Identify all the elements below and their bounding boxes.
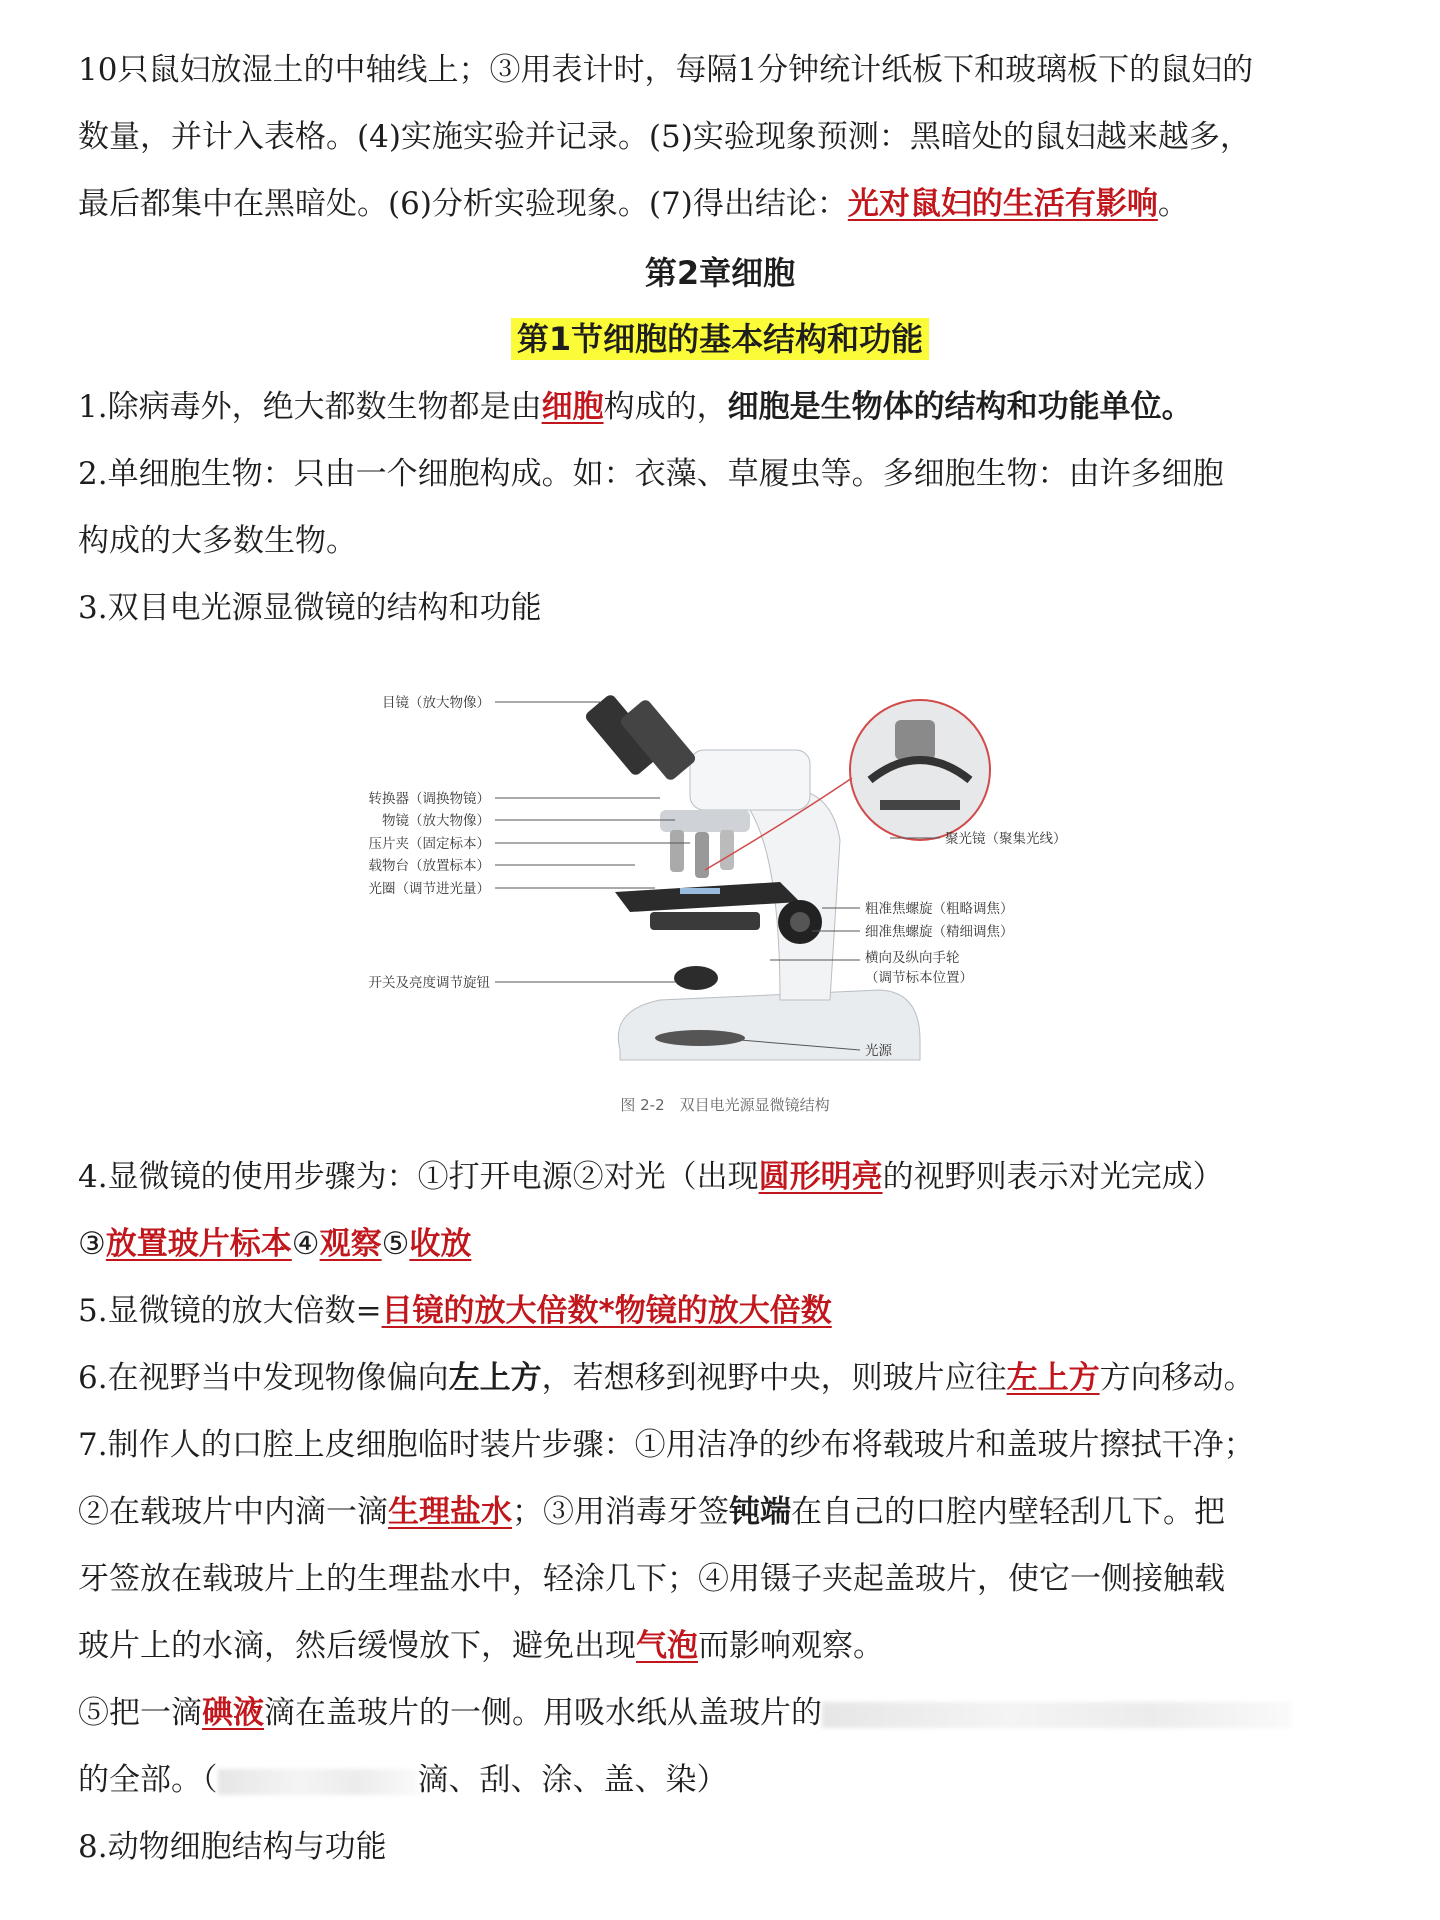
item-7-line-6: 的全部。（ 滴、刮、涂、盖、染） — [78, 1762, 728, 1798]
fine-focus-knob-icon — [790, 912, 810, 932]
intro-line-1: 10只鼠妇放湿土的中轴线上；③用表计时，每隔1分钟统计纸板下和玻璃板下的鼠妇的 — [78, 52, 1254, 88]
objective-icon — [670, 830, 684, 872]
item-7-line-2: ②在载玻片中内滴一滴生理盐水；③用消毒牙签钝端在自己的口腔内壁轻刮几下。把 — [78, 1494, 1225, 1530]
intro-line-3: 最后都集中在黑暗处。(6)分析实验现象。(7)得出结论：光对鼠妇的生活有影响。 — [78, 186, 1189, 222]
label-coarse-focus: 粗准焦螺旋（粗略调焦） — [865, 901, 1014, 917]
label-switch: 开关及亮度调节旋钮 — [368, 975, 490, 991]
light-source-icon — [655, 1030, 745, 1046]
item-4-line-1: 4.显微镜的使用步骤为：①打开电源②对光（出现圆形明亮的视野则表示对光完成） — [78, 1159, 1224, 1195]
label-condenser: 聚光镜（聚集光线） — [945, 831, 1067, 847]
microscope-figure — [360, 660, 1090, 1120]
label-stage: 载物台（放置标本） — [368, 858, 490, 874]
label-fine-focus: 细准焦螺旋（精细调焦） — [865, 924, 1014, 940]
item-4-line-2: ③放置玻片标本④观察⑤收放 — [78, 1226, 472, 1262]
blurred-region-2 — [218, 1769, 418, 1795]
item-1: 1.除病毒外，绝大都数生物都是由细胞构成的，细胞是生物体的结构和功能单位。 — [78, 389, 1193, 425]
objective-icon-2 — [695, 832, 709, 878]
left-callouts — [369, 694, 491, 991]
item-2-line-1: 2.单细胞生物：只由一个细胞构成。如：衣藻、草履虫等。多细胞生物：由许多细胞 — [78, 456, 1224, 492]
label-nosepiece: 转换器（调换物镜） — [368, 791, 490, 807]
item-5: 5.显微镜的放大倍数=目镜的放大倍数*物镜的放大倍数 — [78, 1293, 832, 1329]
inset-objective-icon — [895, 720, 935, 760]
item-7-line-5: ⑤把一滴碘液滴在盖玻片的一侧。用吸水纸从盖玻片的 — [78, 1693, 1400, 1733]
intro-line-2: 数量，并计入表格。(4)实施实验并记录。(5)实验现象预测：黑暗处的鼠妇越来越多， — [78, 119, 1251, 155]
nosepiece-icon — [660, 810, 750, 832]
item-2-line-2: 构成的大多数生物。 — [78, 523, 357, 559]
diaphragm-icon — [650, 912, 760, 930]
objective-icon-3 — [720, 830, 734, 870]
chapter-title: 第2章细胞 — [644, 254, 796, 292]
label-stage-knob: 横向及纵向手轮 — [865, 950, 960, 966]
brightness-knob-icon — [674, 966, 718, 990]
inset-stage-icon — [880, 800, 960, 810]
item-7-line-3: 牙签放在载玻片上的生理盐水中，轻涂几下；④用镊子夹起盖玻片，使它一侧接触载 — [78, 1561, 1225, 1597]
item-7-line-1: 7.制作人的口腔上皮细胞临时装片步骤：①用洁净的纱布将载玻片和盖玻片擦拭干净； — [78, 1427, 1255, 1463]
slide-icon — [680, 888, 720, 894]
label-diaphragm: 光圈（调节进光量） — [368, 881, 490, 897]
label-stage-clip: 压片夹（固定标本） — [368, 836, 490, 852]
conclusion-answer: 光对鼠妇的生活有影响 — [847, 186, 1158, 222]
item-6: 6.在视野当中发现物像偏向左上方，若想移到视野中央，则玻片应往左上方方向移动。 — [78, 1360, 1255, 1396]
item-8: 8.动物细胞结构与功能 — [78, 1829, 387, 1865]
stage-icon — [615, 882, 800, 912]
label-eyepiece: 目镜（放大物像） — [382, 695, 490, 711]
figure-caption: 图 2-2 双目电光源显微镜结构 — [620, 1096, 830, 1114]
label-light-source: 光源 — [865, 1043, 892, 1059]
microscope-head — [690, 750, 810, 810]
section-title: 第1节细胞的基本结构和功能 — [0, 318, 1440, 360]
label-stage-knob-note: （调节标本位置） — [865, 970, 973, 986]
item-7-line-4: 玻片上的水滴，然后缓慢放下，避免出现气泡而影响观察。 — [78, 1628, 884, 1664]
blurred-region — [822, 1702, 1292, 1728]
item-3: 3.双目电光源显微镜的结构和功能 — [78, 590, 542, 626]
label-objective: 物镜（放大物像） — [382, 813, 490, 829]
